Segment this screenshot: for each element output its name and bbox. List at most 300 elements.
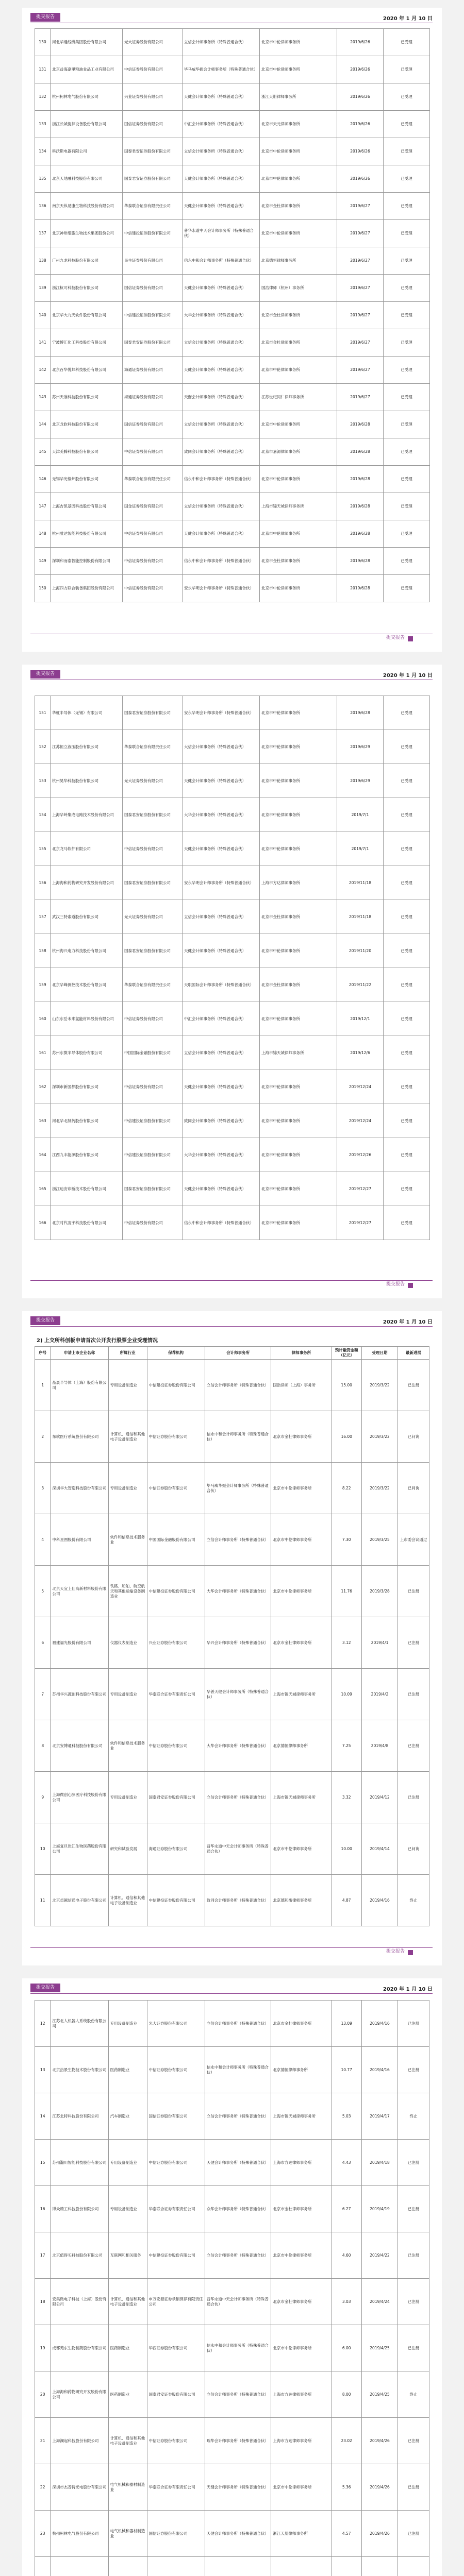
table-cell: 立信会计师事务所（特殊普通合伙）	[205, 2093, 271, 2140]
table-cell: 11.76	[332, 1566, 361, 1617]
table-cell: 北京市中伦律师事务所	[260, 56, 337, 83]
table-cell: 光大证券股份有限公司	[123, 764, 183, 798]
table-row	[35, 1720, 429, 1772]
table-row	[35, 866, 430, 900]
table-cell: 已受理	[384, 548, 430, 575]
table-cell: 成都苑东生物制药股份有限公司	[51, 2325, 108, 2371]
table-cell: 浙江杭可科技股份有限公司	[51, 275, 123, 302]
table-cell: 北京市金杜律师事务所	[260, 193, 337, 220]
table-cell: 北京市嘉源律师事务所	[260, 438, 337, 466]
table-cell: 北京益海嘉里粮油食品工业有限公司	[51, 56, 123, 83]
table-row	[35, 968, 430, 1002]
table-cell: 华泰联合证券有限责任公司	[123, 193, 183, 220]
table-cell: 2019/3/22	[361, 1463, 397, 1514]
table-cell: 大华会计师事务所（特殊普通合伙）	[183, 1138, 260, 1172]
table-cell: 杭州海兴电力科技股份有限公司	[51, 934, 123, 968]
row-number-cell: 10	[35, 1823, 51, 1875]
table-cell: 科沃斯电器有限公司	[51, 138, 123, 165]
table-cell: 10.77	[332, 2047, 361, 2093]
table-cell: 2019/4/25	[361, 2371, 397, 2418]
table-cell: 北京市中伦律师事务所	[260, 1172, 337, 1206]
table-row	[35, 575, 430, 602]
table-cell: 北京市中伦律师事务所	[260, 575, 337, 602]
table-cell: 2019/6/27	[337, 329, 384, 357]
row-number-cell: 155	[35, 832, 51, 866]
table-cell: 已受理	[384, 384, 430, 411]
table-cell: 软件和信息技术服务业	[108, 1720, 147, 1772]
table-cell: 中国国际金融股份有限公司	[123, 1036, 183, 1070]
table-cell: 8.22	[332, 1463, 361, 1514]
footer-label: 提交报告	[386, 1282, 405, 1287]
table-cell: 浙江迪安诊断技术股份有限公司	[51, 1172, 123, 1206]
table-cell: 2019/4/26	[361, 2464, 397, 2511]
table-cell: 国泰君安证券股份有限公司	[123, 165, 183, 193]
table-cell: 杭州昊华科技股份有限公司	[51, 764, 123, 798]
footer-rule	[30, 1947, 433, 1948]
table-cell: 2019/12/26	[337, 1138, 384, 1172]
table-cell: 国信证券股份有限公司	[123, 111, 183, 138]
table-cell: 电气机械和器材制造业	[108, 2511, 147, 2557]
table-cell: 已注册	[398, 2001, 429, 2047]
table-cell: 中信建投证券股份有限公司	[147, 1360, 205, 1411]
table-cell: 中信建投证券股份有限公司	[123, 302, 183, 329]
table-row	[35, 2001, 429, 2047]
table-cell: 大信会计师事务所（特殊普通合伙）	[183, 730, 260, 764]
table-cell: 北京市中伦律师事务所	[260, 357, 337, 384]
table-cell: 北京市中伦律师事务所	[260, 220, 337, 247]
table-cell: 国泰君安证券股份有限公司	[123, 696, 183, 730]
table-cell: 中信建投证券股份有限公司	[123, 1138, 183, 1172]
table-cell: 2019/12/24	[337, 1104, 384, 1138]
table-cell: 2019/6/26	[337, 165, 384, 193]
table-cell: 已注册	[398, 1669, 429, 1720]
table-cell: 安永华明会计师事务所（特殊普通合伙）	[183, 866, 260, 900]
row-number-cell: 134	[35, 138, 51, 165]
table-cell: 杭州柯林电气股份有限公司	[51, 83, 123, 111]
table-cell: 专用设备制造业	[108, 1772, 147, 1823]
table-cell: 上海四方联合装备集团股份有限公司	[51, 575, 123, 602]
table-cell: 国浩律师（上海）事务所	[271, 1360, 332, 1411]
row-number-cell: 22	[35, 2464, 51, 2511]
table-row	[35, 934, 430, 968]
table-cell: 软件和信息技术服务业	[108, 1514, 147, 1566]
table-cell: 已受理	[384, 730, 430, 764]
table-cell: 已受理	[384, 220, 430, 247]
row-number-cell: 21	[35, 2418, 51, 2464]
table-cell: 已受理	[384, 411, 430, 438]
page-footer	[22, 1278, 442, 1298]
table-cell: 天津美腾科技股份有限公司	[51, 438, 123, 466]
row-number-cell: 160	[35, 1002, 51, 1036]
table-cell: 华泰联合证券有限责任公司	[147, 2186, 205, 2232]
table-cell: 国浩律师（杭州）事务所	[260, 275, 337, 302]
table-cell: 2019/7/1	[337, 798, 384, 832]
table-cell	[205, 2557, 271, 2576]
table-cell: 2019/4/12	[361, 1772, 397, 1823]
table-cell: 北京神州细胞生物技术集团股份公司	[51, 220, 123, 247]
table-cell: 2019/6/28	[337, 575, 384, 602]
table-row	[35, 29, 430, 56]
table-cell: 已注册	[398, 2186, 429, 2232]
table-cell: 北京卓越信通电子股份有限公司	[51, 1875, 108, 1926]
table-cell: 中汇会计师事务所（特殊普通合伙）	[183, 1002, 260, 1036]
table-row	[35, 275, 430, 302]
table-cell: 天健会计师事务所（特殊普通合伙）	[205, 2140, 271, 2186]
table-cell: 申万宏源证券承销保荐有限责任公司	[147, 2279, 205, 2325]
table-cell: 北京市中伦律师事务所	[260, 520, 337, 548]
table-cell: 大华会计师事务所（特殊普通合伙）	[183, 798, 260, 832]
table-cell: 北京市中伦律师事务所	[271, 1463, 332, 1514]
table-cell: 中信证券股份有限公司	[123, 56, 183, 83]
table-cell: 北京市中伦律师事务所	[260, 1070, 337, 1104]
table-cell: 国金证券股份有限公司	[123, 493, 183, 520]
table-cell: 北京市金杜律师事务所	[271, 1411, 332, 1463]
table-cell: 2019/11/20	[337, 934, 384, 968]
table-cell: 北京市中伦律师事务所	[260, 411, 337, 438]
table-cell: 上海市锦天城律师事务所	[271, 2093, 332, 2140]
row-number-cell: 141	[35, 329, 51, 357]
table-cell: 2019/4/19	[361, 2186, 397, 2232]
table-row	[35, 466, 430, 493]
row-number-cell: 151	[35, 696, 51, 730]
table-cell: 北京天宜上佳高新材料股份有限公司	[51, 1566, 108, 1617]
row-number-cell: 142	[35, 357, 51, 384]
row-number-cell: 157	[35, 900, 51, 934]
row-number-cell: 9	[35, 1772, 51, 1823]
table-cell: 已受理	[384, 247, 430, 275]
table-cell: 2019/11/22	[337, 968, 384, 1002]
row-number-cell: 146	[35, 466, 51, 493]
table-cell: 天健会计师事务所（特殊普通合伙）	[205, 2511, 271, 2557]
row-number-cell: 7	[35, 1669, 51, 1720]
table-cell: 2019/4/16	[361, 2047, 397, 2093]
table-cell: 13.09	[332, 2001, 361, 2047]
table-cell: 立信会计师事务所（特殊普通合伙）	[183, 138, 260, 165]
table-cell: 7.30	[332, 1514, 361, 1566]
table-cell: 铁路、船舶、航空航天和其他运输设备制造业	[108, 1566, 147, 1617]
header-date: 2020 年 1 月 10 日	[383, 673, 433, 679]
table-row	[35, 696, 430, 730]
table-cell	[51, 2557, 108, 2576]
table-cell: 华兴会计师事务所（特殊普通合伙）	[205, 1617, 271, 1669]
header-rule	[30, 1326, 433, 1327]
table-cell: 已注册	[398, 1772, 429, 1823]
table-cell: 北京市中伦律师事务所	[271, 1823, 332, 1875]
table-cell: 2019/6/26	[337, 56, 384, 83]
table-cell: 2019/4/8	[361, 1720, 397, 1772]
table-cell: 北京市中伦律师事务所	[271, 2325, 332, 2371]
table-row	[35, 2232, 429, 2279]
table-row	[35, 2325, 429, 2371]
table-row	[35, 1411, 429, 1463]
table-cell: 国泰君安证券股份有限公司	[123, 798, 183, 832]
table-cell: 中汇会计师事务所（特殊普通合伙）	[183, 111, 260, 138]
table-cell: 2019/3/22	[361, 1411, 397, 1463]
table-row	[35, 832, 430, 866]
table-cell: 已受理	[384, 466, 430, 493]
table-cell: 广州九龙科技股份有限公司	[51, 247, 123, 275]
page-header	[22, 1311, 442, 1330]
row-number-cell: 18	[35, 2279, 51, 2325]
table-cell: 北京市中伦律师事务所	[271, 1514, 332, 1566]
column-header: 律师事务所	[271, 1347, 332, 1360]
table-cell: 立信会计师事务所（特殊普通合伙）	[205, 1360, 271, 1411]
row-number-cell: 17	[35, 2232, 51, 2279]
table-cell: 2019/6/27	[337, 275, 384, 302]
column-header: 预计融资金额（亿元）	[332, 1347, 361, 1360]
page-header	[22, 665, 442, 683]
table-cell: 北京市中伦律师事务所	[260, 764, 337, 798]
row-number-cell: 20	[35, 2371, 51, 2418]
table-cell: 2019/6/28	[337, 411, 384, 438]
table-cell: 2019/6/27	[337, 302, 384, 329]
table-cell: 上海市方达律师事务所	[271, 2418, 332, 2464]
table-row	[35, 2511, 429, 2557]
table-cell: 已注册	[398, 2511, 429, 2557]
table-cell	[332, 2557, 361, 2576]
row-number-cell: 16	[35, 2186, 51, 2232]
table-cell: 中信证券股份有限公司	[147, 2140, 205, 2186]
table-cell: 北京市中伦律师事务所	[260, 696, 337, 730]
table-cell: 信永中和会计师事务所（特殊普通合伙）	[183, 466, 260, 493]
table-cell: 浙江天册律师事务所	[271, 2511, 332, 2557]
table-cell: 博众精工科技股份有限公司	[51, 2186, 108, 2232]
table-cell: 北京华峰测控技术股份有限公司	[51, 968, 123, 1002]
table-cell: 福建福光股份有限公司	[51, 1617, 108, 1669]
page-header	[22, 1978, 442, 1997]
row-number-cell: 164	[35, 1138, 51, 1172]
table-cell: 北京市金杜律师事务所	[260, 900, 337, 934]
table-cell: 江苏世纪同仁律师事务所	[260, 384, 337, 411]
table-cell: 北京龙马软件有限公司	[51, 832, 123, 866]
table-cell: 已受理	[384, 520, 430, 548]
row-number-cell: 23	[35, 2511, 51, 2557]
row-number-cell: 161	[35, 1036, 51, 1070]
table-row	[35, 2418, 429, 2464]
row-number-cell: 158	[35, 934, 51, 968]
table-row	[35, 220, 430, 247]
table-cell: 已问询	[398, 1463, 429, 1514]
table-cell: 上海吉凯基因科技股份有限公司	[51, 493, 123, 520]
table-cell: 毕马威华振会计师事务所（特殊普通合伙）	[205, 1463, 271, 1514]
table-row	[35, 56, 430, 83]
document-page	[22, 1978, 442, 2576]
table-row	[35, 247, 430, 275]
table-cell: 众华会计师事务所（特殊普通合伙）	[205, 2186, 271, 2232]
table-row	[35, 1669, 429, 1720]
table-cell: 互联网和相关服务	[108, 2232, 147, 2279]
table-cell: 浙江天册律师事务所	[260, 83, 337, 111]
table-cell: 立信会计师事务所（特殊普通合伙）	[205, 2371, 271, 2418]
table-cell: 东软医疗系统股份有限公司	[51, 1411, 108, 1463]
table-cell: 2019/6/27	[337, 193, 384, 220]
table-cell: 国泰君安证券股份有限公司	[123, 138, 183, 165]
table-cell: 2019/4/25	[361, 2325, 397, 2371]
table-cell: 上海市方达律师事务所	[271, 2371, 332, 2418]
table-row	[35, 900, 430, 934]
row-number-cell: 133	[35, 111, 51, 138]
table-cell: 中信证券股份有限公司	[123, 575, 183, 602]
table-cell: 已受理	[384, 1070, 430, 1104]
table-row	[35, 1002, 430, 1036]
column-header: 申请上市企业名称	[51, 1347, 108, 1360]
table-cell: 已问询	[398, 1411, 429, 1463]
table-cell: 民生证券股份有限公司	[123, 247, 183, 275]
table-cell: 普华永道中天会计师事务所（特殊普通合伙）	[205, 1823, 271, 1875]
row-number-cell: 11	[35, 1875, 51, 1926]
table-cell: 河北华北制药股份有限公司	[51, 1104, 123, 1138]
table-cell: 深圳华大智造科技股份有限公司	[51, 1463, 108, 1514]
table-cell: 信永中和会计师事务所（特殊普通合伙）	[183, 1206, 260, 1240]
table-cell: 国泰君安证券股份有限公司	[123, 934, 183, 968]
row-number-cell: 148	[35, 520, 51, 548]
table-cell: 上市委会议通过	[398, 1514, 429, 1566]
table-cell: 中信证券股份有限公司	[123, 1070, 183, 1104]
row-number-cell: 153	[35, 764, 51, 798]
footer-rule	[30, 1280, 433, 1281]
table-row	[35, 1463, 429, 1514]
table-cell: 天健会计师事务所（特殊普通合伙）	[183, 357, 260, 384]
table-cell: 2019/12/24	[337, 1070, 384, 1104]
table-cell: 上海澜起科技股份有限公司	[51, 2418, 108, 2464]
row-number-cell: 163	[35, 1104, 51, 1138]
table-cell: 信永中和会计师事务所（特殊普通合伙）	[183, 247, 260, 275]
row-number-cell: 138	[35, 247, 51, 275]
row-number-cell: 12	[35, 2001, 51, 2047]
table-cell: 医药制造业	[108, 2325, 147, 2371]
table-cell: 10.09	[332, 1669, 361, 1720]
table-cell: 北京市中伦律师事务所	[260, 1104, 337, 1138]
table-cell: 已受理	[384, 1206, 430, 1240]
table-cell: 立信会计师事务所（特殊普通合伙）	[183, 411, 260, 438]
table-cell: 江苏恒立液压股份有限公司	[51, 730, 123, 764]
table-row	[35, 1772, 429, 1823]
table-cell: 上海市锦天城律师事务所	[271, 1669, 332, 1720]
row-number-cell: 2	[35, 1411, 51, 1463]
table-row	[35, 1036, 430, 1070]
row-number-cell: 156	[35, 866, 51, 900]
row-number-cell: 136	[35, 193, 51, 220]
table-cell	[398, 2557, 429, 2576]
table-row	[35, 1875, 429, 1926]
table-cell: 北京龙软科技股份有限公司	[51, 411, 123, 438]
document-page	[22, 1311, 442, 1965]
table-cell: 北京市中伦律师事务所	[260, 730, 337, 764]
table-row	[35, 493, 430, 520]
table-cell: 国信证券股份有限公司	[123, 411, 183, 438]
table-cell: 北京市中伦律师事务所	[260, 1002, 337, 1036]
table-cell: 2019/6/28	[337, 466, 384, 493]
table-cell: 2019/6/29	[337, 730, 384, 764]
table-cell: 2019/4/22	[361, 2232, 397, 2279]
table-cell: 天职国际会计师事务所（特殊普通合伙）	[183, 968, 260, 1002]
table-row	[35, 798, 430, 832]
table-cell: 已注册	[398, 2279, 429, 2325]
table-cell: 研究和试验发展	[108, 1823, 147, 1875]
table-cell: 立信会计师事务所（特殊普通合伙）	[205, 2001, 271, 2047]
table-cell: 已受理	[384, 111, 430, 138]
table-cell: 2019/6/26	[337, 138, 384, 165]
table-cell: 已受理	[384, 764, 430, 798]
table-cell: 大华会计师事务所（特殊普通合伙）	[205, 1720, 271, 1772]
table-cell: 致同会计师事务所（特殊普通合伙）	[205, 1875, 271, 1926]
table-cell: 2019/12/6	[337, 1036, 384, 1070]
table-cell: 北京市中伦律师事务所	[271, 2464, 332, 2511]
row-number-cell: 143	[35, 384, 51, 411]
table-cell: 信永中和会计师事务所（特殊普通合伙）	[205, 2047, 271, 2093]
table-row	[35, 1104, 430, 1138]
table-cell: 深圳和而泰智能控制股份有限公司	[51, 548, 123, 575]
table-row	[35, 2093, 429, 2140]
table-cell: 终止	[398, 2093, 429, 2140]
table-cell: 北京安博通科技股份有限公司	[51, 1720, 108, 1772]
table-row	[35, 1360, 429, 1411]
table-cell: 北京华大九天软件股份有限公司	[51, 302, 123, 329]
table-cell: 上海微创心脉医疗科技股份有限公司	[51, 1772, 108, 1823]
row-number-cell: 131	[35, 56, 51, 83]
row-number-cell: 150	[35, 575, 51, 602]
table-cell: 海通证券股份有限公司	[147, 1823, 205, 1875]
column-header: 受理日期	[361, 1347, 397, 1360]
row-number-cell: 14	[35, 2093, 51, 2140]
table-cell: 2019/6/26	[337, 111, 384, 138]
table-cell: 北京市金杜律师事务所	[260, 968, 337, 1002]
table-cell: 中科星图股份有限公司	[51, 1514, 108, 1566]
table-cell: 江西九丰能源股份有限公司	[51, 1138, 123, 1172]
page-header	[22, 8, 442, 26]
table-cell: 2019/4/16	[361, 1875, 397, 1926]
table-cell: 北京市金杜律师事务所	[271, 2279, 332, 2325]
table-cell: 北京市中伦律师事务所	[260, 466, 337, 493]
table-cell: 2019/6/29	[337, 764, 384, 798]
row-number-cell: 145	[35, 438, 51, 466]
row-number-cell: 15	[35, 2140, 51, 2186]
table-cell: 3.32	[332, 1772, 361, 1823]
table-cell: 23.02	[332, 2418, 361, 2464]
table-row	[35, 1514, 429, 1566]
table-cell: 2019/6/27	[337, 247, 384, 275]
table-cell: 光大证券股份有限公司	[147, 2001, 205, 2047]
table-cell: 已受理	[384, 56, 430, 83]
table-cell: 中信证券股份有限公司	[123, 1002, 183, 1036]
table-cell: 已受理	[384, 968, 430, 1002]
table-cell: 5.03	[332, 2093, 361, 2140]
table-cell: 深圳市新国都股份有限公司	[51, 1070, 123, 1104]
table-cell: 10.00	[332, 1823, 361, 1875]
page-number-box	[408, 1283, 413, 1288]
table-cell: 3.12	[332, 1617, 361, 1669]
table-cell: 2019/4/14	[361, 1823, 397, 1875]
table-cell: 杭州柯林电气股份有限公司	[51, 2511, 108, 2557]
table-cell: 7.25	[332, 1720, 361, 1772]
row-number-cell: 166	[35, 1206, 51, 1240]
table-cell: 2019/6/28	[337, 493, 384, 520]
table-cell: 已受理	[384, 493, 430, 520]
table-cell: 已问询	[398, 1823, 429, 1875]
table-cell: 2019/6/27	[337, 384, 384, 411]
table-cell: 2019/4/1	[361, 1617, 397, 1669]
table-cell: 专用设备制造业	[108, 1669, 147, 1720]
table-cell: 2019/4/17	[361, 2093, 397, 2140]
table-row	[35, 1823, 429, 1875]
row-number-cell: 6	[35, 1617, 51, 1669]
page-footer	[22, 1945, 442, 1965]
table-cell: 华虹半导体（无锡）有限公司	[51, 696, 123, 730]
table-cell: 已受理	[384, 329, 430, 357]
table-row	[35, 138, 430, 165]
table-cell: 已受理	[384, 165, 430, 193]
footer-label: 提交报告	[386, 1949, 405, 1954]
